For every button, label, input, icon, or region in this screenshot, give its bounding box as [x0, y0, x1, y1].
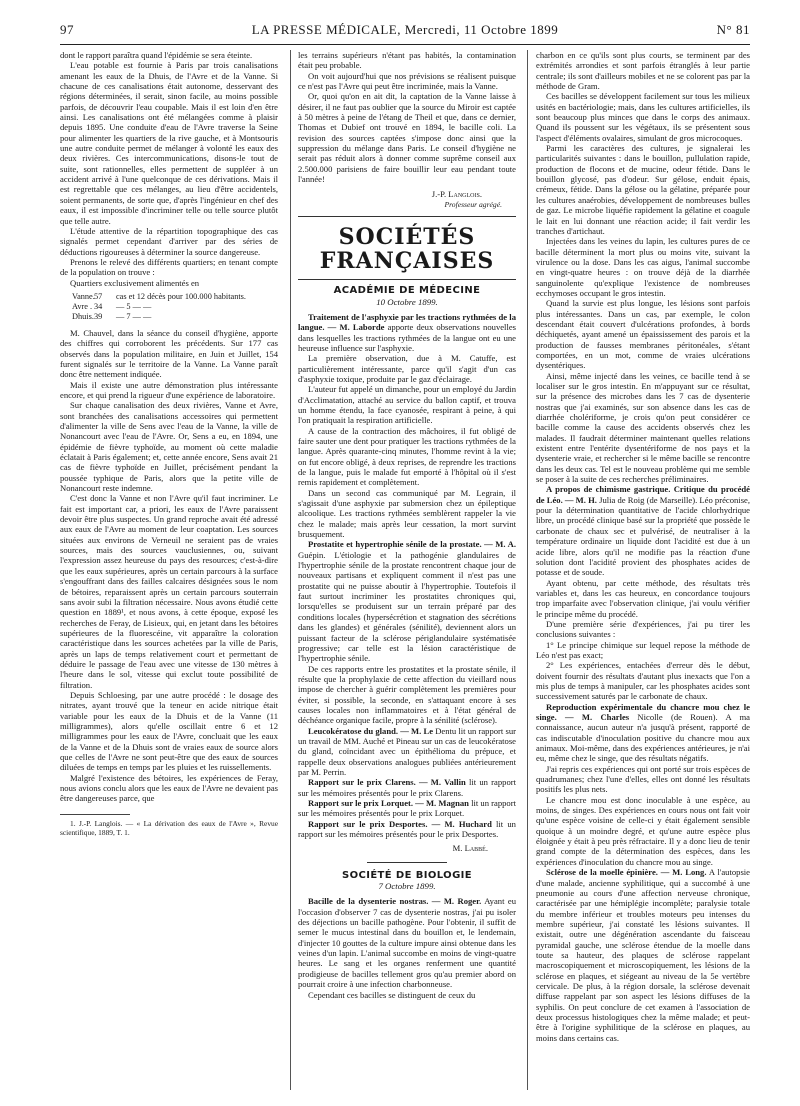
- paragraph: J'ai repris ces expériences qui ont porté sur trois espèces de quadrumanes; chez l'une d'elles, elles ont donné les résultats positifs les plus nets.: [536, 763, 750, 795]
- paragraph: M. Chauvel, dans la séance du conseil d'hygiène, apporte des chiffres qui corroborent les précédents. Sur 177 cas observés dans la population militaire, en Juin et Juillet, 154 furent signalés sur le territoire de la Vanne. La Vanne paraît donc être nettement indiquée.: [60, 327, 278, 380]
- column-3: [536, 50, 750, 1090]
- article-title: Leucokératose du gland. — M. Le: [308, 725, 434, 736]
- article-title: Rapport sur le prix Lorquet. — M. Magnan: [308, 798, 469, 808]
- column-divider: [290, 50, 291, 1090]
- section-title: SOCIÉTÉS FRANÇAISES: [319, 224, 495, 275]
- paragraph: Mais il existe une autre démonstration plus intéressante encore, et qui prend la rigueur d'une expérience de laboratoire.: [60, 379, 278, 400]
- header-rule: [60, 44, 750, 45]
- article-title: A propos de chimisme gastrique. Critique du procédé de Léo. — M. H.: [536, 484, 750, 505]
- paragraph: charbon en ce qu'ils sont plus courts, se terminent par des extrémités arrondies et sont parfois étranglés à leur partie centrale; ils sont d'ailleurs mobiles et ne se colorent pas par la méthode de Gram.: [536, 50, 750, 92]
- paragraph: Injectées dans les veines du lapin, les cultures pures de ce bacille déterminent la mort plus ou moins vite, suivant la virulence ou la dose. Dans les cas aigus, l'animal succombe en vingt-quatre heures : on trouve déjà de la diarrhée sanguinolente qu'explique l'existence de nombreuses ecchymoses occupant le gros intestin.: [536, 236, 750, 298]
- paragraph: Quand la survie est plus longue, les lésions sont parfois plus intéressantes. Dans un cas, par exemple, le colon descendant était couvert d'ulcérations profondes, à bords déchiquetés, ayant amené un épaississement des parois et la production de fausses membranes péritonéales, s'étant comportées, en un mot, comme de vraies ulcérations dysentériques.: [536, 298, 750, 371]
- paragraph: Ayant obtenu, par cette méthode, des résultats très variables et, dans les cas heureux, en concordance toujours trop imparfaite avec l'observation clinique, j'ai voulu vérifier le principe même du procédé.: [536, 577, 750, 619]
- article-paragraph: Reproduction expérimentale du chancre mou chez le singe. — M. Charles Nicolle (de Rouen). A ma connaissance, aucun auteur n'a jusqu'à présent, rapporté de cas indiscutable d'inoculation positive du chancre mou aux animaux. Moi-même, dans des expériences antérieures, je n'ai eu, même chez le singe, que des résultats négatifs.: [536, 701, 750, 764]
- paragraph: L'auteur fut appelé un dimanche, pour un employé du Jardin d'Acclimatation, attaché au service du ballon captif, et trouva un homme étendu, la face cyanosée, respirant à peine, à qui l'on pratiquait la respiration artificielle.: [298, 384, 516, 426]
- section-rule: [298, 279, 516, 280]
- article-title: Rapport sur le prix Desportes. — M. Huchard: [308, 818, 492, 829]
- stat-cases: 34: [94, 301, 103, 311]
- page-header: [60, 22, 750, 40]
- author-title: Professeur agrégé.: [444, 199, 502, 209]
- paragraph: La première observation, due à M. Catuffe, est particulièrement intéressante, parce qu'il s'agit d'un cas d'asphyxie toxique, produite par le gaz d'éclairage.: [298, 353, 516, 384]
- article-title: Reproduction expérimentale du chancre mou chez le singe. — M. Charles: [536, 701, 750, 722]
- stat-rest: — 7 — —: [116, 311, 152, 321]
- column-2: [298, 50, 516, 1090]
- article-paragraph: Rapport sur le prix Clarens. — M. Vallin lit un rapport sur les mémoires présentés pour le prix Clarens.: [298, 777, 516, 798]
- paragraph: C'est donc la Vanne et non l'Avre qu'il faut incriminer. Le fait est important car, a priori, les eaux de l'Avre paraissent devoir être plus suspectes. Un grand reproche avait été adressé aux eaux de l'Avre au moment de leur coaptation. Les sources situées aux environs de Verneuil ne seraient pas de vraies sources, mais des sources vauclusiennes, ou, suivant l'expression assez heureuse du pays des resources; c'est-à-dire que les eaux supérieures, après un certain parcours à la surface s'engouffrant dans des failles calcaires désignées sous le nom de bétoires, reparaissent après un certain parcours souterrain sans avoir subi la filtration nécessaire. Nous avons étudié cette question en 1889¹, et nous avons, à cette époque, exposé les recherches de Feray, de Lisieux, qui, en jetant dans les bétoires supérieures de la fluorescéine, vit apparaître la coloration caractéristique dans les sources achetées par la ville de Paris, après un laps de temps relativement court et permettant de déduire le passage de l'eau avec une vitesse de 130 mètres à l'heure dans le sol, vitesse qui exclut toute possibilité de filtration.: [60, 493, 278, 690]
- stat-rest: cas et 12 décès pour 100.000 habitants.: [116, 291, 246, 301]
- paragraph: De ces rapports entre les prostatites et la prostate sénile, il résulte que la prophylaxie de cette affection du vieillard nous impose de chercher à guérir complètement les premières pour éviter, si possible, la seconde, en s'attaquant encore à ses causes locales non inflammatoires et à l'état général de déchéance organique facile, propre à la sénilité (sclérose).: [298, 663, 516, 726]
- article-title: Rapport sur le prix Clarens. — M. Vallin: [308, 777, 466, 788]
- paragraph: Or, quoi qu'on en ait dit, la captation de la Vanne laisse à désirer, il ne faut pas oublier que la source du Miroir est captée à 50 mètres à peine de l'étang de Theil et que, dans ce dernier, Thomas et Dubief ont trouvé en 1894, le bacille coli. La revision des sources captées s'impose donc ainsi que la suppression du mélange dans Paris. Le conseil d'hygiène ne serait pas réduit alors à donner comme suprême conseil aux 2.500.000 parisiens de faire bouillir leur eau pendant toute l'année!: [298, 91, 516, 185]
- stat-rest: — 5 — —: [116, 301, 152, 311]
- paragraph: Sur chaque canalisation des deux rivières, Vanne et Avre, sont branchées des canalisations accessoires qui permettent d'alimenter la ville de Sens avec l'eau de la Vanne, la ville de Nonancourt avec l'eau de l'Avre. Or, Sens a eu, en 1894, une épidémie de fièvre typhoïde, au moment où cette maladie éclatait à Paris également; et, cette année encore, Sens avait 21 cas de fièvre typhoïde en Juillet, précisément pendant la poussée typhique de Paris, alors que la petite ville de Nonancourt reste indemne.: [60, 400, 278, 494]
- article-paragraph: Rapport sur le prix Lorquet. — M. Magnan lit un rapport sur les mémoires présentés pour le prix Lorquet.: [298, 798, 516, 819]
- paragraph: Prenons le relevé des différents quartiers; en tenant compte de la population on trouve :: [60, 256, 278, 278]
- article-paragraph: Leucokératose du gland. — M. Le Dentu lit un rapport sur un travail de MM. Auché et Pineau sur un cas de leucokératose du gland, coïncidant avec un épithélioma du prépuce, et rappelle deux observations analogues publiées antérieurement par M. Perrin.: [298, 725, 516, 777]
- article-paragraph: Bacille de la dysenterie nostras. — M. Roger. Ayant eu l'occasion d'observer 7 cas de dysenterie nostras, j'ai pu isoler des déjections un bacille pathogène. Pour l'obtenir, il suffit de semer le mucus intestinal dans du bouillon et, le lendemain, d'injecter 10 gouttes de la culture impure ainsi obtenue dans les veines d'un lapin. L'animal succombe en moins de vingt-quatre heures. Le sang et les organes renferment une quantité prodigieuse de bacilles tellement gros qu'au premier abord on pourrait croire à une infection charbonneuse.: [298, 896, 516, 990]
- paragraph: L'eau potable est fournie à Paris par trois canalisations amenant les eaux de la Dhuis, de l'Avre et de la Vanne. Si chacune de ces canalisations était autonome, desservant des régions déterminées, il serait, sinon facile, au moins possible parfois, de découvrir l'eau coupable. Mais il est loin d'en être ainsi. Les canalisations ont été mélangées comme à plaisir depuis 1895. Une conduite d'eau de l'Avre traverse la Seine pour alimenter les quartiers de la rive gauche, et à Montsouris une autre conduite permet de mélanger à volonté les eaux des deux rivières. Ces intercommunications, disons-le tout de suite, sont rationnelles, elles permettent de suppléer à un accident arrivé à l'une quelconque de ces dérivations. Mais il est regrettable que ces mélanges, au lieu d'être accidentels, soient permanents, de sorte que, d'après l'ingénieur en chef des eaux, il est impossible d'incriminer telle ou telle source plutôt que telle autre.: [60, 60, 278, 226]
- stat-name: Vanne.: [72, 291, 95, 301]
- paragraph: les terrains supérieurs n'étant pas habités, la contamination était peu probable.: [298, 50, 516, 71]
- article-title: Sclérose de la moelle épinière. — M. Long.: [546, 867, 707, 878]
- article-title: Bacille de la dysenterie nostras. — M. Roger.: [308, 896, 482, 907]
- author-signature: J.-P. Langlois.: [431, 189, 482, 200]
- issue-number: N° 81: [716, 22, 750, 37]
- article-paragraph: Rapport sur le prix Desportes. — M. Huchard lit un rapport sur les mémoires présentés pour le prix Desportes.: [298, 818, 516, 840]
- paragraph: Le chancre mou est donc inoculable à une espèce, au moins, de singes. Des expériences en cours nous ont fait voir qu'une espèce voisine de celle-ci y était également sensible quoique à un moindre degré, et qu'une autre espèce plus éloignée y était à peu près réfractaire. Il y a donc lieu de tenir grand compte de la détermination des espèces, dans les expériences d'inoculation du chancre mou au singe.: [536, 794, 750, 867]
- paragraph: Malgré l'existence des bétoires, les expériences de Feray, nous avions conclu alors que les eaux de l'Avre ne devaient pas être dangereuses parce, que: [60, 772, 278, 804]
- paragraph: Dans un second cas communiqué par M. Legrain, il s'agissait d'une asphyxie par submersion chez un épileptique alcoolique. Les tractions rythmées semblèrent rappeler la vie chez le malade; mais après leur cessation, la mort survint brusquement.: [298, 487, 516, 540]
- table-row: [60, 302, 278, 312]
- paragraph: 2° Les expériences, entachées d'erreur dès le début, doivent fournir des résultats d'autant plus inexacts que l'on a mis plus de temps à manipuler, car les phosphates acides sont successivement saturés par le carbonate de chaux.: [536, 660, 750, 702]
- paragraph: D'une première série d'expériences, j'ai pu tirer les conclusions suivantes :: [536, 618, 750, 640]
- article-paragraph: A propos de chimisme gastrique. Critique du procédé de Léo. — M. H. Julia de Roig (de Marseille). Léo préconise, pour la détermination quantitative de l'acide chlorhydrique libre, un procédé clinique basé sur la propriété que possède le carbonate de chaux sec et pulvérisé, de neutraliser à la température ordinaire un liquide dont l'acidité est due à un acide libre, alors qu'il ne modifie pas la réaction d'une solution dont l'acidité provient des phosphates acides de potasse et de soude.: [536, 484, 750, 578]
- paragraph: Depuis Schloesing, par une autre procédé : le dosage des nitrates, ayant trouvé que la teneur en acide nitrique était variable pour les eaux de la Dhuis et de la Vanne (11 milligrammes), alors qu'elle oscillait entre 6 et 12 milligrammes pour les eaux de l'Avre, concluait que les eaux de la Vanne et de la Dhuis sont de vraies eaux de source alors que celles de l'Avre ne sont peut-être que des eaux de sources diluées de temps en temps par les pluies et les ruissellements.: [60, 689, 278, 773]
- biology-heading: SOCIÉTÉ DE BIOLOGIE: [341, 869, 473, 881]
- statistics-table: [60, 292, 278, 322]
- column-1: [60, 50, 278, 1090]
- journal-title: LA PRESSE MÉDICALE, Mercredi, 11 Octobre 1899: [251, 22, 559, 37]
- paragraph: Cependant ces bacilles se distinguent de ceux du: [308, 989, 476, 1000]
- article-paragraph: Traitement de l'asphyxie par les tractions rythmées de la langue. — M. Laborde apporte deux observations nouvelles dans lesquelles les tractions rythmées de la langue ont eu une heureuse influence sur l'asphyxie.: [298, 311, 516, 353]
- section-rule: [298, 216, 516, 217]
- paragraph: L'étude attentive de la répartition topographique des cas signalés permet cependant d'arriver par des séries de déductions rigoureuses à déterminer la source dangereuse.: [60, 225, 278, 257]
- table-row: [60, 312, 278, 322]
- section-rule: [367, 862, 447, 863]
- article-paragraph: Prostatite et hypertrophie sénile de la prostate. — M. A. Guépin. L'étiologie et la pathogénie glandulaires de l'hypertrophie sénile de la prostate rencontrent chaque jour de nouveaux partisans et expliquent comment il n'est pas une prostatite qui ne puisse aboutir à l'hypertrophie. Toutefois il faut surtout incriminer les prostatites chroniques qui, lorsqu'elles se produisent sur un terrain préparé par des conditions locales (hypersécrétion et stagnation des sécrétions dans les glandes) et générales (sénilité), deviennent alors un puissant facteur de la sclérose périglandulaire systématisée progressive; car telle est la lésion caractéristique de l'hypertrophie sénile.: [298, 539, 516, 664]
- footnote-rule: [60, 814, 130, 815]
- article-title: Prostatite et hypertrophie sénile de la prostate. — M. A.: [308, 539, 516, 550]
- table-row: [60, 292, 278, 302]
- stat-name: Dhuis.: [72, 311, 94, 321]
- paragraph: On voit aujourd'hui que nos prévisions se réalisent puisque ce n'est pas l'Avre qui peut être incriminée, mais la Vanne.: [298, 70, 516, 92]
- paragraph: Quartiers exclusivement alimentés en: [70, 277, 200, 288]
- article-title: Traitement de l'asphyxie par les tractions rythmées de la langue. — M. Laborde: [298, 311, 516, 333]
- paragraph: Ces bacilles se développent facilement sur tous les milieux usités en bactériologie; mais, dans les cultures artificielles, ils sont beaucoup plus minces que dans le corps des animaux. Quand ils poussent sur les végétaux, ils se présentent sous l'aspect d'éléments ovalaires, simulant de gros microcoques.: [536, 91, 750, 143]
- stat-cases: 39: [94, 311, 103, 321]
- section-signoff: M. Labbé.: [452, 843, 488, 854]
- paragraph: Parmi les caractères des cultures, je signalerai les particularités suivantes : dans le bouillon, pullulation rapide, production de flocons et de mucine, odeur fétide. Dans le bouillon glycosé, pas d'odeur. Sur gélose, enduit épais, crémeux, fétide. Dans la gélose ou la gélatine, préparée pour les cultures anaérobies, développement de nombreuses bulles de gaz. Le microbe liquéfie rapidement la gélatine et coagule le lait en lui donnant une réaction acide; il fait verdir les tranches d'artichaut.: [536, 143, 750, 236]
- footnote: 1. J.-P. Langlois. — « La dérivation des eaux de l'Avre », Revue scientifique, 1889, T. 1.: [60, 818, 278, 837]
- column-divider: [527, 50, 528, 1090]
- paragraph: dont le rapport paraîtra quand l'épidémie se sera éteinte.: [60, 50, 253, 60]
- stat-name: Avre .: [72, 301, 93, 311]
- page-number: 97: [60, 22, 74, 37]
- article-paragraph: Sclérose de la moelle épinière. — M. Long. A l'autopsie d'une malade, ancienne syphilitique, qui a succombé à une pneumonie au cours d'une affection nerveuse chronique, caractérisée par une hémiplégie incomplète; paralysie totale du membre inférieur et troubles moteurs peu intenses du membre supérieur, j'ai constaté les lésions suivantes. Il existait, outre une dégénération ascendante du faisceau pyramidal gauche, une sclérose étendue de la moelle dans toute sa hauteur, des plaques de sclérose rappelant macroscopiquement et microscopiquement, les lésions de la sclérose en plaques, et siégeant au niveau de la 5e vertèbre cervicale. De plus, à la région dorsale, la sclérose devenait diffuse rappelant par son aspect les lésions diffuses de la syphilis. On peut conclure de cet examen à l'association de deux processus histologiques chez la même malade; et peut-être à l'origine syphilitique de la sclérose en plaques, au moins dans certains cas.: [536, 867, 750, 1043]
- paragraph: A cause de la contraction des mâchoires, il fut obligé de faire sauter une dent pour pratiquer les tractions rythmées de la langue. Après quarante-cinq minutes, l'homme revint à la vie; on fut encore obligé, à deux reprises, de reprendre les tractions de la langue, puis le malade fut emporté à l'hôpital où il s'est remis rapidement et complètement.: [298, 425, 516, 488]
- paragraph: Ainsi, même injecté dans les veines, ce bacille tend à se localiser sur le gros intestin. En m'appuyant sur ce résultat, sur la présence des microbes dans les 7 cas de dysenterie nostras que j'ai examinés, sur son absence dans les cas de diarrhée cholériforme, je crois qu'on peut considérer ce bacille comme la cause des accidents observés chez les malades. Il faudrait déterminer maintenant quelles relations existent entre l'entérite dysentériforme de nos pays et la dysenterie vraie, et rechercher si le même bacille se rencontre dans les deux cas. Tel est le nouveau problème qui me semble se poser à la suite de ces recherches préliminaires.: [536, 370, 750, 485]
- paragraph: 1° Le principe chimique sur lequel repose la méthode de Léo n'est pas exact;: [536, 639, 750, 660]
- biology-date: 7 Octobre 1899.: [378, 881, 436, 892]
- stat-cases: 57: [94, 291, 103, 301]
- academy-heading: ACADÉMIE DE MÉDECINE: [333, 285, 481, 297]
- academy-date: 10 Octobre 1899.: [376, 296, 438, 307]
